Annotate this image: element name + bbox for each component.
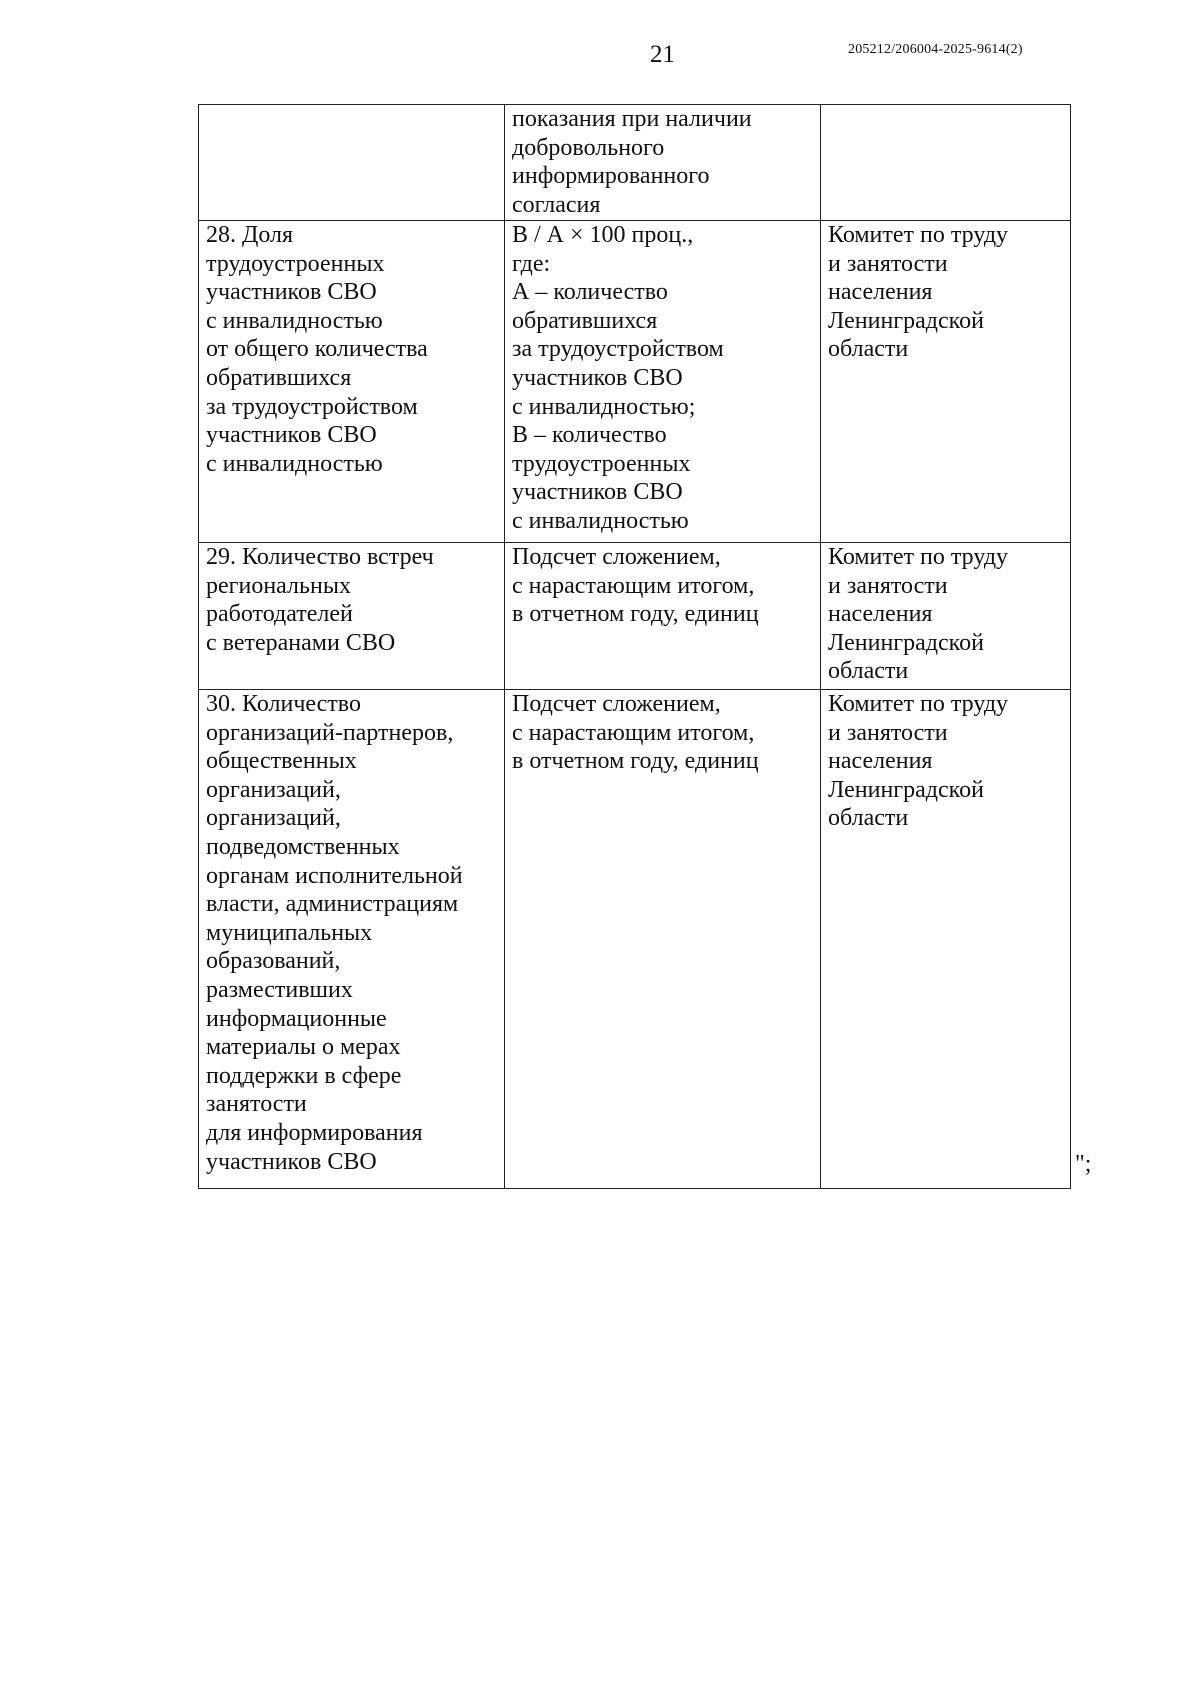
calculation-method-cell: Подсчет сложением, с нарастающим итогом, в отчетном году, единиц [505,690,821,1189]
responsible-body-cell: Комитет по труду и занятости населения Ленинградской области [821,690,1071,1189]
responsible-body-cell [821,105,1071,221]
indicator-cell: 29. Количество встреч региональных работодателей с ветеранами СВО [199,543,505,690]
indicator-cell: 30. Количество организаций-партнеров, общественных организаций, организаций, подведомственных органам исполнительной власти, администрациям муниципальных образований, разместивших информационные материалы о мерах поддержки в сфере занятости для информирования участников СВО [199,690,505,1189]
table-row [199,105,1071,221]
responsible-body-cell: Комитет по труду и занятости населения Ленинградской области [821,543,1071,690]
document-code: 205212/206004-2025-9614(2) [848,42,1023,57]
calculation-method-cell: показания при наличии добровольного информированного согласия [505,105,821,221]
page-number: 21 [650,41,675,68]
calculation-method-cell: Подсчет сложением, с нарастающим итогом, в отчетном году, единиц [505,543,821,690]
table-row [199,690,1071,1189]
indicator-cell: 28. Доля трудоустроенных участников СВО с инвалидностью от общего количества обратившихся за трудоустройством участников СВО с инвалидностью [199,221,505,543]
table-row [199,543,1071,690]
responsible-body-cell: Комитет по труду и занятости населения Ленинградской области [821,221,1071,543]
indicator-cell [199,105,505,221]
closing-quote-mark: "; [1075,1151,1092,1177]
calculation-method-cell: В / А × 100 проц., где: А – количество обратившихся за трудоустройством участников СВО с инвалидностью; В – количество трудоустроенных участников СВО с инвалидностью [505,221,821,543]
indicators-table [198,104,1071,1189]
table-row [199,221,1071,543]
